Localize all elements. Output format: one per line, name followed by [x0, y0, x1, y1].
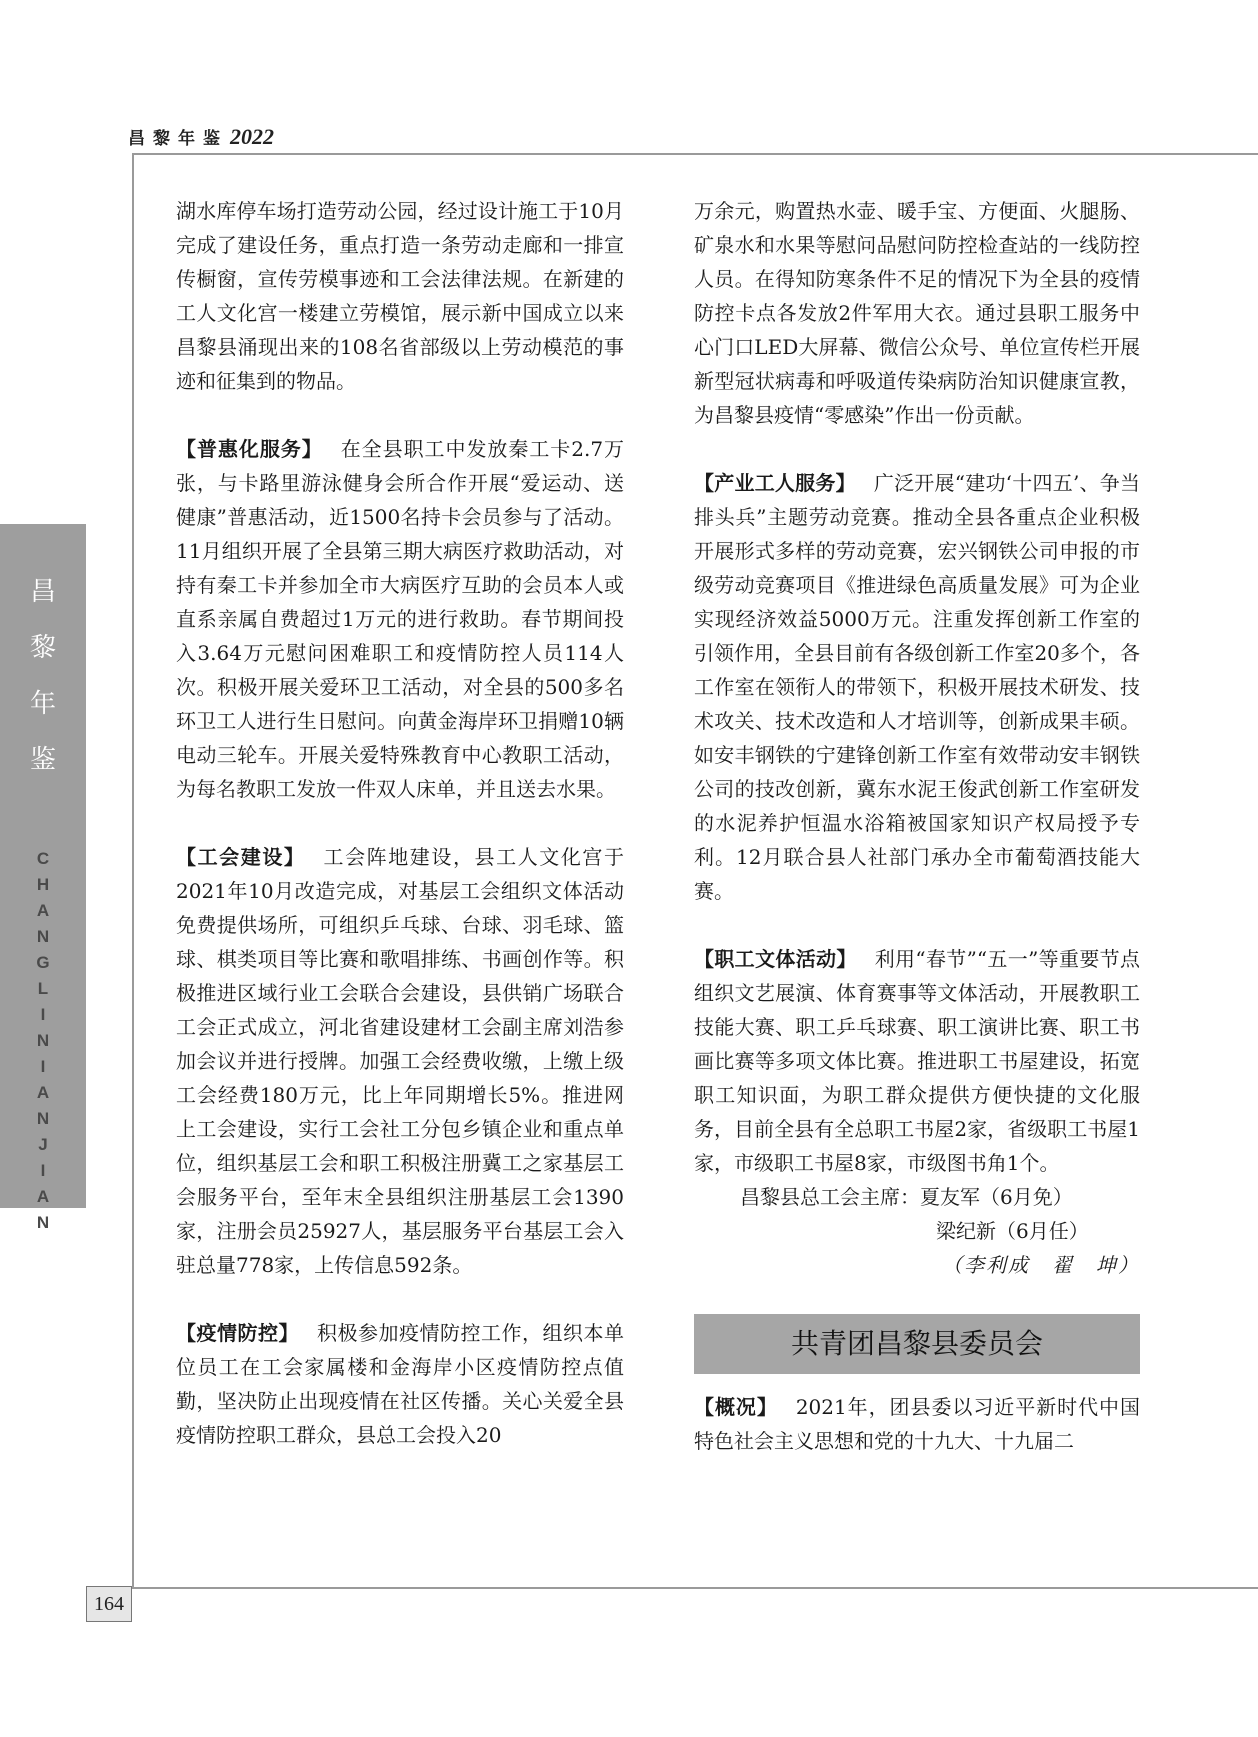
section-text: 2021年，团县委以习近平新时代中国特色社会主义思想和党的十九大、十九届二 [694, 1395, 1141, 1453]
side-letter: A [36, 1187, 50, 1206]
header-title: 昌黎年鉴 [128, 129, 228, 149]
side-char: 年 [29, 689, 56, 719]
top-rule [132, 153, 1258, 155]
section-text: 利用“春节”“五一”等重要节点组织文艺展演、体育赛事等文体活动，开展教职工技能大赛、职工乒乓球赛、职工演讲比赛、职工书画比赛等多项文体比赛。推进职工书屋建设，拓宽职工知识面，为职工群众提供方便快捷的文化服务，目前全县有全总职工书屋2家，省级职工书屋1家，市级职工书屋8家，市级图书角1个。 [694, 947, 1140, 1175]
section [694, 466, 1140, 908]
paragraph: 万余元，购置热水壶、暖手宝、方便面、火腿肠、矿泉水和水果等慰问品慰问防控检查站的一线防控人员。在得知防寒条件不足的情况下为全县的疫情防控卡点各发放2件军用大衣。通过县职工服务中心门口LED大屏幕、微信公众号、单位宣传栏开展新型冠状病毒和呼吸道传染病防治知识健康宣教，为昌黎县疫情“零感染”作出一份贡献。 [694, 199, 1140, 427]
right-column [694, 194, 1140, 1458]
side-char: 鉴 [29, 745, 56, 775]
section-heading: 【职工文体活动】 [694, 947, 857, 971]
side-letter: J [38, 1135, 48, 1154]
section-heading: 【产业工人服务】 [694, 471, 856, 495]
side-char: 黎 [29, 633, 56, 663]
left-column [176, 194, 624, 1452]
author-credit: （李利成 翟 坤） [942, 1253, 1140, 1277]
section-text: 在全县职工中发放秦工卡2.7万张，与卡路里游泳健身会所合作开展“爱运动、送健康”普惠活动，近1500名持卡会员参与了活动。11月组织开展了全县第三期大病医疗救助活动，对持有秦工卡并参加全市大病医疗互助的会员本人或直系亲属自费超过1万元的进行救助。春节期间投入3.64万元慰问困难职工和疫情防控人员114人次。积极开展关爱环卫工活动，对全县的500多名环卫工人进行生日慰问。向黄金海岸环卫捐赠10辆电动三轮车。开展关爱特殊教育中心教职工活动，为每名教职工发放一件双人床单，并且送去水果。 [176, 437, 624, 801]
left-rule [132, 153, 134, 1588]
bottom-rule [132, 1587, 1258, 1589]
side-letter: A [36, 1083, 50, 1102]
side-letter: I [40, 1005, 46, 1024]
section-heading: 【普惠化服务】 [176, 437, 323, 461]
section [176, 840, 624, 1282]
side-letter: N [36, 1031, 50, 1050]
signature-line: 昌黎县总工会主席：夏友军（6月免） [740, 1185, 1073, 1209]
side-letter: N [36, 1213, 50, 1232]
paragraph: 湖水库停车场打造劳动公园，经过设计施工于10月完成了建设任务，重点打造一条劳动走廊和一排宣传橱窗，宣传劳模事迹和工会法律法规。在新建的工人文化宫一楼建立劳模馆，展示新中国成立以来昌黎县涌现出来的108名省部级以上劳动模范的事迹和征集到的物品。 [176, 199, 624, 393]
section [176, 1316, 624, 1452]
section-heading: 【概况】 [694, 1395, 778, 1419]
organization-title: 共青团昌黎县委员会 [694, 1314, 1140, 1374]
side-tab-chinese [0, 564, 86, 788]
side-char: 昌 [29, 577, 56, 607]
side-letter: C [36, 849, 50, 868]
side-letter: N [36, 1109, 50, 1128]
section-heading: 【工会建设】 [176, 845, 306, 869]
section [694, 1390, 1140, 1458]
side-tab-pinyin [0, 846, 86, 1236]
side-letter: I [40, 1161, 46, 1180]
section [176, 432, 624, 806]
side-letter: I [40, 1057, 46, 1076]
section-text: 工会阵地建设，县工人文化宫于2021年10月改造完成，对基层工会组织文体活动免费提供场所，可组织乒乓球、台球、羽毛球、篮球、棋类项目等比赛和歌唱排练、书画创作等。积极推进区域行业工会联合会建设，县供销广场联合工会正式成立，河北省建设建材工会副主席刘浩参加会议并进行授牌。加强工会经费收缴，上缴上级工会经费180万元，比上年同期增长5%。推进网上工会建设，实行工会社工分包乡镇企业和重点单位，组织基层工会和职工积极注册冀工之家基层工会服务平台，至年末全县组织注册基层工会1390家，注册会员25927人，基层服务平台基层工会入驻总量778家，上传信息592条。 [176, 845, 625, 1277]
running-header [128, 124, 274, 150]
side-letter: N [36, 927, 50, 946]
side-letter: G [36, 953, 50, 972]
signature-line: 梁纪新（6月任） [936, 1219, 1089, 1243]
side-tab [0, 524, 86, 1232]
section-heading: 【疫情防控】 [176, 1321, 299, 1345]
section-text: 广泛开展“建功‘十四五’、争当排头兵”主题劳动竞赛。推动全县各重点企业积极开展形式多样的劳动竞赛，宏兴钢铁公司申报的市级劳动竞赛项目《推进绿色高质量发展》可为企业实现经济效益5000万元。注重发挥创新工作室的引领作用，全县目前有各级创新工作室20多个，各工作室在领衔人的带领下，积极开展技术研发、技术攻关、技术改造和人才培训等，创新成果丰硕。如安丰钢铁的宁建锋创新工作室有效带动安丰钢铁公司的技改创新，冀东水泥王俊武创新工作室研发的水泥养护恒温水浴箱被国家知识产权局授予专利。12月联合县人社部门承办全市葡萄酒技能大赛。 [694, 471, 1140, 903]
header-year: 2022 [230, 124, 274, 149]
page-number: 164 [86, 1586, 132, 1622]
side-letter: L [37, 979, 49, 998]
section [694, 942, 1140, 1180]
side-letter: A [36, 901, 50, 920]
side-letter: H [36, 875, 50, 894]
section-text: 积极参加疫情防控工作，组织本单位员工在工会家属楼和金海岸小区疫情防控点值勤，坚决防止出现疫情在社区传播。关心关爱全县疫情防控职工群众，县总工会投入20 [176, 1321, 624, 1447]
